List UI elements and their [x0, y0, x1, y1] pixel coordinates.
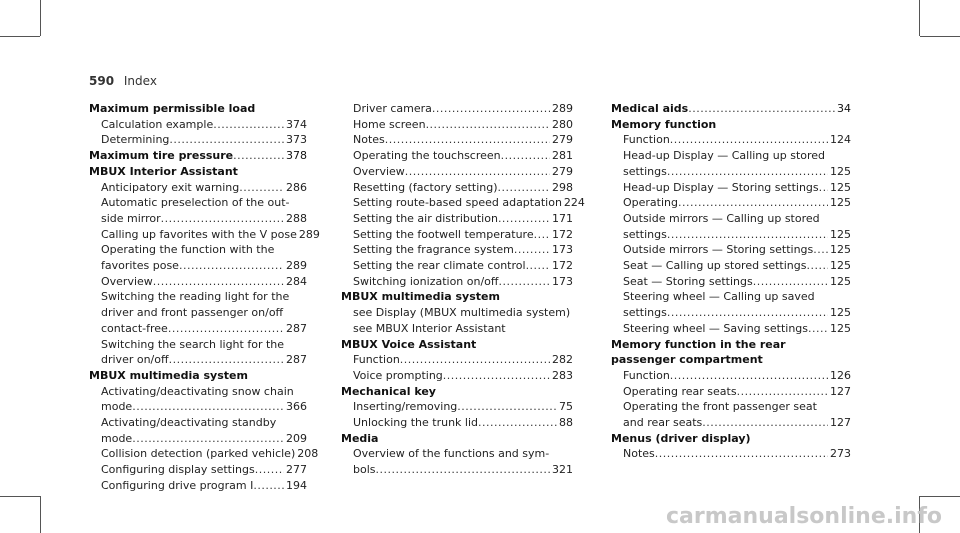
sub-entry-line: Switching the reading light for the — [101, 290, 290, 304]
dot-leader — [169, 352, 284, 368]
leader-line — [353, 195, 585, 211]
page-ref: 374 — [286, 117, 307, 131]
leader-line — [101, 352, 307, 368]
heading-line: Memory function in the rear — [611, 337, 786, 351]
dot-leader — [670, 132, 828, 148]
leader-line — [623, 180, 851, 196]
dot-leader — [667, 164, 828, 180]
entry-heading — [89, 148, 307, 164]
page-ref: 378 — [286, 149, 307, 163]
page-ref: 287 — [286, 353, 307, 367]
entry-text: Notes — [623, 447, 655, 461]
sub-entry-line: Automatic preselection of the out- — [101, 196, 290, 210]
sub-entry — [341, 321, 573, 337]
leader-line — [353, 180, 573, 196]
leader-line — [623, 195, 851, 211]
crop-mark — [40, 0, 41, 36]
page-ref: 209 — [286, 431, 307, 445]
crop-mark — [920, 496, 960, 497]
entry-text: Function — [353, 353, 400, 367]
leader-line — [101, 462, 307, 478]
crop-mark — [919, 0, 920, 36]
page-ref: 125 — [830, 274, 851, 288]
entry-text: and rear seats — [623, 416, 703, 430]
page-ref: 173 — [552, 243, 573, 257]
heading-line: Memory function — [611, 117, 717, 131]
entry-text: contact-free — [101, 321, 168, 335]
sub-entry — [89, 289, 307, 336]
heading-line: Menus (driver display) — [611, 431, 751, 445]
dot-leader — [501, 148, 550, 164]
leader-line — [353, 227, 573, 243]
leader-line — [353, 415, 573, 431]
watermark-logo: carmanualsonline.info — [666, 504, 942, 529]
sub-entry — [611, 274, 851, 290]
entry-text: Calling up favorites with the V pose — [101, 227, 297, 241]
sub-entry — [89, 478, 307, 494]
index-entry — [89, 148, 307, 164]
leader-line — [101, 431, 307, 447]
sub-entry-line: Operating the front passenger seat — [623, 400, 817, 414]
sub-entry-line: Activating/deactivating snow chain — [101, 384, 294, 398]
leader-line — [101, 132, 307, 148]
leader-line — [101, 399, 307, 415]
index-entry — [611, 431, 851, 462]
page-ref: 273 — [830, 447, 851, 461]
page-ref: 289 — [286, 259, 307, 273]
entry-text: Setting the air distribution — [353, 211, 498, 225]
sub-entry — [611, 132, 851, 148]
dot-leader — [168, 321, 284, 337]
page-ref: 288 — [286, 211, 307, 225]
page-ref: 373 — [286, 133, 307, 147]
dot-leader — [213, 117, 284, 133]
page-ref: 277 — [286, 463, 307, 477]
sub-entry — [341, 305, 573, 321]
sub-entry — [89, 132, 307, 148]
entry-text: Setting route-based speed adaptation — [353, 196, 562, 210]
heading-line: Maximum permissible load — [89, 102, 256, 115]
leader-line — [623, 274, 851, 290]
dot-leader — [514, 242, 550, 258]
page-ref: 125 — [830, 306, 851, 320]
sub-entry — [89, 117, 307, 133]
sub-entry-line: Switching the search light for the — [101, 337, 285, 351]
index-column-3 — [611, 101, 851, 462]
leader-line — [623, 227, 851, 243]
leader-line — [101, 117, 307, 133]
page-ref: 125 — [830, 164, 851, 178]
entry-heading — [89, 164, 307, 180]
entry-text: Medical aids — [611, 102, 689, 115]
page-ref: 281 — [552, 149, 573, 163]
entry-text: Maximum tire pressure — [89, 149, 234, 163]
page-ref: 289 — [298, 227, 320, 241]
index-entry — [89, 101, 307, 148]
entry-text: Setting the footwell temperature — [353, 227, 534, 241]
leader-line — [353, 274, 573, 290]
index-entry — [341, 337, 573, 384]
sub-entry-line: Operating the function with the — [101, 243, 275, 257]
entry-text: mode — [101, 431, 133, 445]
dot-leader — [688, 101, 835, 117]
entry-heading — [611, 431, 851, 447]
crop-mark — [0, 36, 40, 37]
leader-line — [623, 258, 851, 274]
sub-entry — [341, 132, 573, 148]
entry-text: favorites pose — [101, 259, 179, 273]
dot-leader — [132, 431, 284, 447]
dot-leader — [239, 180, 284, 196]
page-ref: 125 — [830, 180, 851, 194]
entry-text: Steering wheel — Saving settings — [623, 321, 809, 335]
heading-line: passenger compartment — [611, 353, 763, 367]
dot-leader — [819, 180, 828, 196]
dot-leader — [400, 352, 550, 368]
page-ref: 173 — [552, 274, 573, 288]
dot-leader — [499, 274, 551, 290]
sub-entry — [611, 148, 851, 179]
page-ref: 286 — [286, 180, 307, 194]
entry-text: settings — [623, 164, 667, 178]
dot-leader — [426, 117, 550, 133]
dot-leader — [498, 180, 551, 196]
page-ref: 279 — [552, 164, 573, 178]
entry-text: Head-up Display — Storing settings — [623, 180, 819, 194]
leader-line — [623, 132, 851, 148]
sub-entry-line: Activating/deactivating standby — [101, 416, 277, 430]
page-ref: 321 — [552, 463, 573, 477]
dot-leader — [667, 227, 828, 243]
sub-entry — [611, 368, 851, 384]
entry-text: Determining — [101, 133, 170, 147]
page-ref: 125 — [830, 227, 851, 241]
sub-entry — [89, 415, 307, 446]
leader-line — [353, 211, 573, 227]
page-ref: 125 — [830, 196, 851, 210]
sub-entry — [89, 180, 307, 196]
entry-heading — [89, 101, 307, 117]
page-ref: 284 — [286, 274, 307, 288]
sub-entry — [89, 462, 307, 478]
sub-entry — [611, 242, 851, 258]
entry-heading — [611, 101, 851, 117]
entry-text: bols — [353, 463, 376, 477]
leader-line — [353, 462, 573, 478]
sub-entry — [611, 399, 851, 430]
entry-text: settings — [623, 306, 667, 320]
leader-line — [353, 399, 573, 415]
page-ref: 287 — [286, 321, 307, 335]
page-ref: 127 — [830, 416, 851, 430]
sub-entry — [89, 384, 307, 415]
entry-text: Function — [623, 368, 670, 382]
leader-line — [101, 478, 307, 494]
sub-entry — [341, 368, 573, 384]
entry-text: Operating rear seats — [623, 384, 737, 398]
entry-text: Seat — Storing settings — [623, 274, 753, 288]
page-ref: 34 — [837, 102, 851, 115]
sub-entry-line: Head-up Display — Calling up stored — [623, 149, 826, 163]
entry-text: Configuring display settings — [101, 463, 255, 477]
index-column-1 — [89, 101, 320, 494]
entry-text: Switching ionization on/off — [353, 274, 499, 288]
leader-line — [623, 305, 851, 321]
leader-line — [623, 446, 851, 462]
leader-line — [353, 352, 573, 368]
sub-entry-line: see MBUX Interior Assistant — [353, 321, 506, 335]
index-entry — [611, 117, 851, 337]
index-entry — [89, 164, 320, 368]
entry-text: Notes — [353, 133, 385, 147]
dot-leader — [255, 462, 284, 478]
page-ref: 280 — [552, 117, 573, 131]
sub-entry — [341, 227, 573, 243]
page-ref: 172 — [552, 227, 573, 241]
leader-line — [101, 446, 319, 462]
sub-entry — [611, 384, 851, 400]
heading-line: Mechanical key — [341, 384, 436, 398]
sub-entry — [611, 321, 851, 337]
sub-entry — [341, 446, 573, 477]
entry-heading — [341, 337, 573, 353]
entry-heading — [341, 289, 573, 305]
index-entry — [341, 289, 573, 336]
leader-line — [353, 132, 573, 148]
page-ref: 224 — [563, 196, 585, 210]
index-entry — [89, 368, 319, 494]
leader-line — [353, 117, 573, 133]
heading-line: MBUX multimedia system — [89, 368, 248, 382]
sub-entry — [89, 446, 319, 462]
dot-leader — [233, 148, 284, 164]
sub-entry — [89, 227, 320, 243]
sub-entry — [341, 164, 573, 180]
entry-text: Outside mirrors — Storing settings — [623, 243, 814, 257]
index-entry — [341, 101, 585, 289]
page-ref: 298 — [552, 180, 573, 194]
page-number: 590 — [89, 74, 115, 88]
sub-entry-line: driver and front passenger on/off — [101, 306, 284, 320]
dot-leader — [405, 164, 550, 180]
dot-leader — [806, 258, 828, 274]
dot-leader — [753, 274, 828, 290]
dot-leader — [376, 462, 551, 478]
page-ref: 279 — [552, 133, 573, 147]
page-ref: 171 — [552, 211, 573, 225]
dot-leader — [253, 478, 284, 494]
leader-line — [611, 101, 851, 117]
entry-text: side mirror — [101, 211, 161, 225]
dot-leader — [526, 258, 550, 274]
dot-leader — [385, 132, 550, 148]
entry-heading — [611, 337, 851, 368]
page-ref: 124 — [830, 133, 851, 147]
entry-text: Calculation example — [101, 117, 214, 131]
index-column-2 — [341, 101, 585, 478]
page-ref: 88 — [559, 416, 573, 430]
entry-heading — [341, 431, 573, 447]
leader-line — [353, 101, 573, 117]
dot-leader — [702, 415, 828, 431]
index-entry — [611, 337, 851, 431]
leader-line — [101, 258, 307, 274]
leader-line — [89, 148, 307, 164]
dot-leader — [153, 274, 284, 290]
sub-entry — [341, 117, 573, 133]
sub-entry — [341, 211, 573, 227]
dot-leader — [808, 321, 828, 337]
dot-leader — [655, 446, 828, 462]
leader-line — [353, 258, 573, 274]
leader-line — [623, 321, 851, 337]
page-ref: 194 — [286, 478, 307, 492]
leader-line — [101, 180, 307, 196]
heading-line: MBUX multimedia system — [341, 290, 500, 304]
sub-entry — [611, 195, 851, 211]
page-header — [89, 74, 157, 88]
sub-entry — [89, 195, 307, 226]
entry-text: Inserting/removing — [353, 400, 458, 414]
sub-entry — [341, 352, 573, 368]
sub-entry — [341, 180, 573, 196]
leader-line — [623, 368, 851, 384]
entry-text: Setting the rear climate control — [353, 259, 526, 273]
heading-line: MBUX Interior Assistant — [89, 164, 238, 178]
dot-leader — [132, 399, 284, 415]
dot-leader — [457, 399, 557, 415]
entry-heading — [611, 117, 851, 133]
sub-entry — [341, 258, 573, 274]
sub-entry — [611, 446, 851, 462]
dot-leader — [678, 195, 828, 211]
sub-entry-line: Outside mirrors — Calling up stored — [623, 211, 820, 225]
dot-leader — [534, 227, 550, 243]
entry-text: Overview — [101, 274, 153, 288]
leader-line — [101, 274, 307, 290]
entry-text: Home screen — [353, 117, 426, 131]
crop-mark — [920, 36, 960, 37]
page-ref: 282 — [552, 353, 573, 367]
page-ref: 125 — [830, 243, 851, 257]
entry-text: Function — [623, 133, 670, 147]
sub-entry — [611, 211, 851, 242]
entry-heading — [341, 384, 573, 400]
leader-line — [623, 164, 851, 180]
leader-line — [101, 321, 307, 337]
sub-entry — [89, 274, 307, 290]
dot-leader — [443, 368, 550, 384]
index-entry — [611, 101, 851, 117]
dot-leader — [432, 101, 550, 117]
dot-leader — [169, 132, 284, 148]
index-entry — [341, 431, 573, 478]
page-ref: 127 — [830, 384, 851, 398]
sub-entry-line: see Display (MBUX multimedia system) — [353, 306, 571, 320]
leader-line — [353, 164, 573, 180]
entry-text: mode — [101, 400, 133, 414]
crop-mark — [0, 496, 40, 497]
leader-line — [101, 227, 320, 243]
entry-text: Resetting (factory setting) — [353, 180, 498, 194]
sub-entry — [341, 148, 573, 164]
page-ref: 208 — [297, 447, 319, 461]
crop-mark — [40, 496, 41, 533]
entry-text: Driver camera — [353, 102, 432, 115]
leader-line — [353, 368, 573, 384]
entry-text: Voice prompting — [353, 368, 443, 382]
entry-text: Setting the fragrance system — [353, 243, 514, 257]
leader-line — [623, 242, 851, 258]
dot-leader — [478, 415, 557, 431]
page-ref: 126 — [830, 368, 851, 382]
heading-line: Media — [341, 431, 379, 445]
page-ref: 75 — [559, 400, 573, 414]
leader-line — [353, 148, 573, 164]
entry-text: Overview — [353, 164, 405, 178]
dot-leader — [813, 242, 828, 258]
page-ref: 289 — [552, 102, 573, 115]
entry-heading — [89, 368, 307, 384]
sub-entry — [341, 399, 573, 415]
leader-line — [623, 415, 851, 431]
page-ref: 172 — [552, 259, 573, 273]
leader-line — [101, 211, 307, 227]
dot-leader — [667, 305, 828, 321]
sub-entry — [341, 195, 585, 211]
heading-line: MBUX Voice Assistant — [341, 337, 477, 351]
leader-line — [623, 384, 851, 400]
entry-text: Operating — [623, 196, 678, 210]
page-ref: 125 — [830, 259, 851, 273]
sub-entry-line: Steering wheel — Calling up saved — [623, 290, 815, 304]
entry-text: driver on/off — [101, 353, 169, 367]
sub-entry — [89, 242, 307, 273]
page-ref: 125 — [830, 321, 851, 335]
sub-entry — [611, 289, 851, 320]
sub-entry — [341, 274, 573, 290]
entry-text: Operating the touchscreen — [353, 149, 501, 163]
dot-leader — [179, 258, 284, 274]
dot-leader — [161, 211, 284, 227]
dot-leader — [737, 384, 828, 400]
entry-text: settings — [623, 227, 667, 241]
sub-entry-line: Overview of the functions and sym- — [353, 447, 550, 461]
entry-text: Collision detection (parked vehicle) — [101, 447, 296, 461]
dot-leader — [670, 368, 828, 384]
page-ref: 366 — [286, 400, 307, 414]
sub-entry — [611, 258, 851, 274]
page-ref: 283 — [552, 368, 573, 382]
index-entry — [341, 384, 573, 431]
entry-text: Anticipatory exit warning — [101, 180, 240, 194]
leader-line — [353, 242, 573, 258]
entry-text: Seat — Calling up stored settings — [623, 259, 807, 273]
section-title: Index — [123, 74, 157, 88]
sub-entry — [341, 415, 573, 431]
sub-entry — [89, 337, 307, 368]
sub-entry — [341, 101, 573, 117]
sub-entry — [341, 242, 573, 258]
dot-leader — [498, 211, 550, 227]
entry-text: Configuring drive program I — [101, 478, 254, 492]
sub-entry — [611, 180, 851, 196]
entry-text: Unlocking the trunk lid — [353, 416, 479, 430]
